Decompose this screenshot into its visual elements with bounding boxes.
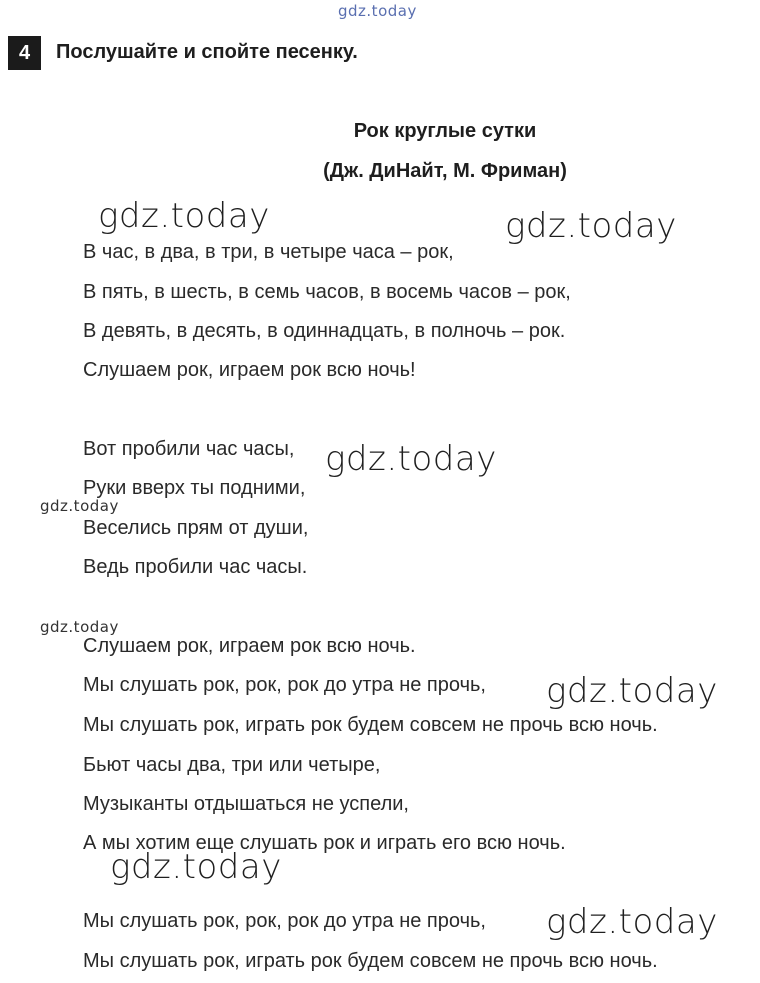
lyric-line: Руки вверх ты подними, xyxy=(83,477,306,499)
lyric-line: Слушаем рок, играем рок всю ночь! xyxy=(83,359,416,381)
song-title: Рок круглые сутки xyxy=(353,120,537,142)
watermark: gdz.today xyxy=(40,497,119,515)
lyric-line: В пять, в шесть, в семь часов, в восемь часов – рок, xyxy=(83,281,571,303)
lyric-line: В девять, в десять, в одиннадцать, в полночь – рок. xyxy=(83,320,566,342)
watermark: gdz.today xyxy=(546,671,718,711)
lyric-line: Бьют часы два, три или четыре, xyxy=(83,754,381,776)
watermark: gdz.today xyxy=(505,206,677,246)
watermark: gdz.today xyxy=(110,847,282,887)
lyric-line: Мы слушать рок, играть рок будем совсем не прочь всю ночь. xyxy=(83,950,658,972)
task-instruction: Послушайте и спойте песенку. xyxy=(56,41,358,63)
lyric-line: Ведь пробили час часы. xyxy=(83,556,308,578)
lyric-line: Слушаем рок, играем рок всю ночь. xyxy=(83,635,416,657)
lyric-line: Веселись прям от души, xyxy=(83,517,309,539)
lyric-line: Музыканты отдышаться не успели, xyxy=(83,793,409,815)
lyric-line: Вот пробили час часы, xyxy=(83,438,295,460)
watermark: gdz.today xyxy=(40,618,119,636)
watermark: gdz.today xyxy=(546,902,718,942)
watermark: gdz.today xyxy=(325,439,497,479)
song-authors: (Дж. ДиНайт, М. Фриман) xyxy=(323,160,567,182)
watermark: gdz.today xyxy=(338,2,417,20)
lyric-line: А мы хотим еще слушать рок и играть его всю ночь. xyxy=(83,832,566,854)
lyric-line: Мы слушать рок, играть рок будем совсем не прочь всю ночь. xyxy=(83,714,658,736)
task-number-badge: 4 xyxy=(8,36,41,70)
lyric-line: Мы слушать рок, рок, рок до утра не прочь, xyxy=(83,674,486,696)
lyric-line: В час, в два, в три, в четыре часа – рок, xyxy=(83,241,454,263)
lyric-line: Мы слушать рок, рок, рок до утра не прочь, xyxy=(83,910,486,932)
watermark: gdz.today xyxy=(98,196,270,236)
